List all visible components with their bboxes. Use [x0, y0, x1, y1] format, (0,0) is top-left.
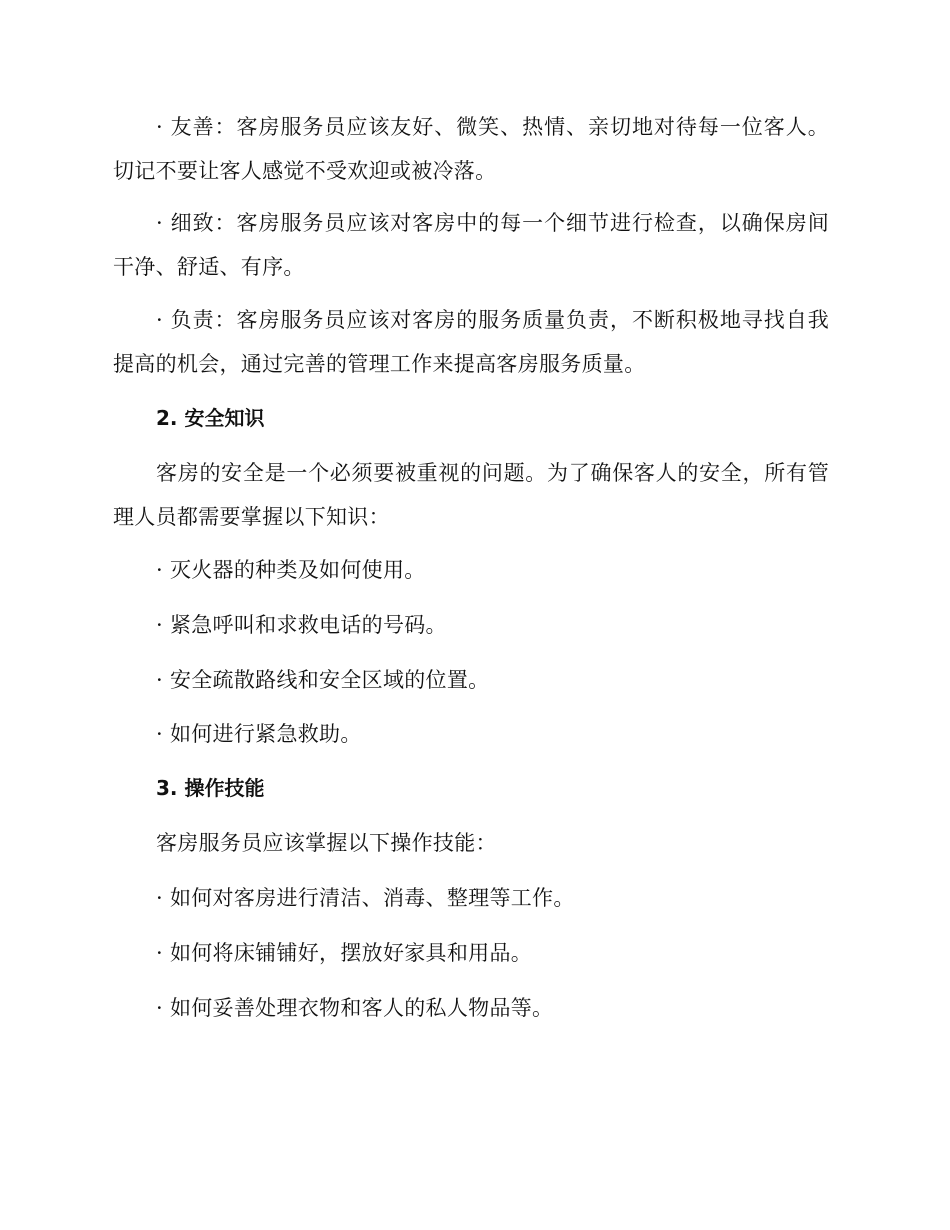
list-item-skills-1: · 如何对客房进行清洁、消毒、整理等工作。 [156, 886, 575, 910]
section-heading-skills: 3. 操作技能 [156, 776, 265, 800]
paragraph-safety-intro: 客房的安全是一个必须要被重视的问题。为了确保客人的安全，所有管理人员都需要掌握以下知识： [113, 461, 829, 529]
paragraph-meticulous: · 细致：客房服务员应该对客房中的每一个细节进行检查，以确保房间干净、舒适、有序。 [113, 211, 829, 279]
list-item-skills-3: · 如何妥善处理衣物和客人的私人物品等。 [156, 996, 554, 1020]
list-item-safety-4: · 如何进行紧急救助。 [156, 722, 362, 746]
paragraph-responsible: · 负责：客房服务员应该对客房的服务质量负责，不断积极地寻找自我提高的机会，通过完善的管理工作来提高客房服务质量。 [113, 308, 829, 376]
paragraph-friendly: · 友善：客房服务员应该友好、微笑、热情、亲切地对待每一位客人。切记不要让客人感觉不受欢迎或被冷落。 [113, 115, 829, 183]
list-item-skills-2: · 如何将床铺铺好，摆放好家具和用品。 [156, 941, 533, 965]
list-item-safety-3: · 安全疏散路线和安全区域的位置。 [156, 668, 490, 692]
list-item-safety-2: · 紧急呼叫和求救电话的号码。 [156, 613, 447, 637]
section-heading-safety: 2. 安全知识 [156, 406, 265, 430]
list-item-safety-1: · 灭火器的种类及如何使用。 [156, 558, 426, 582]
paragraph-skills-intro: 客房服务员应该掌握以下操作技能： [156, 831, 497, 855]
